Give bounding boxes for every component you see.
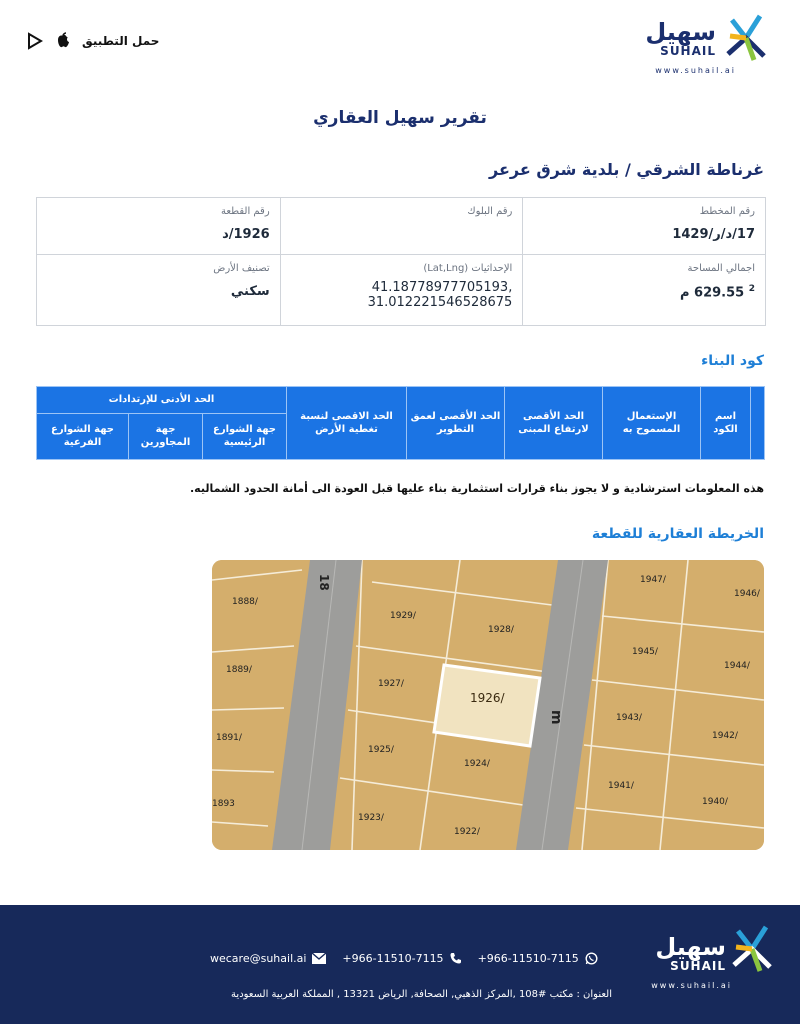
- parcel-label: 1891/: [216, 733, 242, 743]
- parcel-label: 1942/: [712, 731, 738, 741]
- parcel-info-grid: [36, 197, 766, 326]
- parcel-label: 1945/: [632, 647, 658, 657]
- footer: [0, 905, 800, 1024]
- parcel-label: 1944/: [724, 661, 750, 671]
- report-title: تقرير سهيل العقاري: [313, 108, 487, 128]
- brand-name-ar: سهيل: [655, 933, 726, 961]
- col-setbacks: الحد الأدنى للإرتدادات: [37, 387, 287, 414]
- col-max-coverage: الحد الاقصى لنسبة تغطية الأرض: [287, 387, 407, 460]
- footer-logo[interactable]: [622, 925, 772, 995]
- parcel-map[interactable]: [212, 560, 764, 850]
- whatsapp-text: +966-11510-7115: [477, 951, 579, 965]
- suhail-logo[interactable]: [626, 14, 766, 76]
- coords-line-1: 41.18778977705193,: [371, 280, 513, 295]
- class-cell: [37, 255, 280, 325]
- google-play-icon[interactable]: [26, 32, 44, 50]
- coords-line-2: 31.012221546528675: [367, 295, 513, 310]
- brand-name-en: SUHAIL: [660, 44, 716, 58]
- parcel-label: 1943/: [616, 713, 642, 723]
- col-setback-neighbors: جهة المجاورين: [129, 413, 203, 459]
- col-setback-main-streets: جهة الشوارع الرئيسية: [203, 413, 287, 459]
- app-download: [26, 30, 159, 52]
- parcel-label: 1941/: [608, 781, 634, 791]
- contact-row: [210, 949, 600, 967]
- area-unit-sup: 2: [748, 284, 755, 294]
- brand-url: www.suhail.ai: [655, 66, 736, 75]
- parcel-label: 1923/: [358, 813, 384, 823]
- brand-name-en: SUHAIL: [670, 959, 726, 973]
- selected-parcel[interactable]: [434, 665, 540, 746]
- whatsapp-icon: [585, 952, 598, 965]
- apple-icon[interactable]: [54, 32, 72, 50]
- col-setback-side-streets: جهة الشوارع الفرعية: [37, 413, 129, 459]
- envelope-icon: [312, 953, 326, 964]
- map-canvas[interactable]: [212, 560, 764, 850]
- parcel-label: رقم القطعة: [220, 206, 270, 217]
- col-allowed-use: الإستعمال المسموح به: [603, 387, 701, 460]
- area-label: اجمالي المساحة: [687, 263, 755, 274]
- parcel-label: 1927/: [378, 679, 404, 689]
- parcel-label: 1940/: [702, 797, 728, 807]
- parcel-label: 1928/: [488, 625, 514, 635]
- phone-text: +966-11510-7115: [342, 951, 444, 965]
- email-contact[interactable]: [210, 952, 326, 965]
- plan-value: 17/د/ر/1429: [672, 227, 755, 242]
- parcel-label: 1947/: [640, 575, 666, 585]
- parcel-value: 1926/د: [222, 227, 270, 242]
- parcel-label: 1925/: [368, 745, 394, 755]
- street-label-m: m: [548, 710, 564, 725]
- plan-label: رقم المخطط: [699, 206, 755, 217]
- parcel-label: 1888/: [232, 597, 258, 607]
- table-edge-cell: [751, 387, 765, 460]
- whatsapp-contact[interactable]: [478, 952, 598, 965]
- header: [0, 0, 800, 90]
- parcel-label: 1922/: [454, 827, 480, 837]
- col-max-height: الحد الأقصى لارتفاع المبنى: [505, 387, 603, 460]
- col-max-depth: الحد الأقصى لعمق التطوير: [407, 387, 505, 460]
- parcel-label: 1929/: [390, 611, 416, 621]
- coords-value: [291, 280, 513, 310]
- street-label-18: 18: [317, 574, 331, 591]
- brand-url: www.suhail.ai: [651, 981, 732, 990]
- star-logo-icon: [724, 14, 766, 62]
- brand-name-ar: سهيل: [645, 18, 716, 46]
- map-heading: الخريطة العقارية للقطعة: [591, 526, 764, 542]
- location-title: غرناطة الشرقي / بلدية شرق عرعر: [488, 160, 764, 179]
- parcel-label: 1946/: [734, 589, 760, 599]
- parcel-label: 1924/: [464, 759, 490, 769]
- coords-label: الإحداثيات (Lat,Lng): [423, 263, 513, 274]
- star-logo-icon: [730, 925, 772, 973]
- class-label: تصنيف الأرض: [213, 263, 270, 274]
- area-number: 629.55 م: [679, 285, 745, 301]
- area-value: [533, 284, 755, 300]
- phone-contact[interactable]: [342, 952, 461, 965]
- parcel-cell: [37, 198, 280, 255]
- plan-cell: [522, 198, 765, 255]
- block-label: رقم البلوك: [467, 206, 513, 217]
- building-code-table: [36, 386, 765, 460]
- col-code-name: اسم الكود: [701, 387, 751, 460]
- email-text: wecare@suhail.ai: [210, 951, 307, 965]
- disclaimer: هذه المعلومات استرشادية و لا يجوز بناء قرارات استثمارية بناء عليها قبل العودة الى أمانة الحدود الشماليه.: [190, 482, 764, 495]
- address: العنوان : مكتب #108 ,المركز الذهبي, الصحافة, الرياض 13321 , المملكة العربية السعودية: [231, 989, 612, 1000]
- block-cell: [280, 198, 523, 255]
- area-cell: [522, 255, 765, 325]
- class-value: سكني: [230, 284, 270, 299]
- building-code-heading: كود البناء: [701, 353, 764, 369]
- parcel-label: 1889/: [226, 665, 252, 675]
- app-download-label: حمل التطبيق: [82, 34, 160, 48]
- phone-icon: [450, 952, 462, 964]
- coords-cell: [280, 255, 523, 325]
- parcel-label: 1893: [212, 799, 235, 809]
- selected-parcel-label: 1926/: [470, 691, 505, 705]
